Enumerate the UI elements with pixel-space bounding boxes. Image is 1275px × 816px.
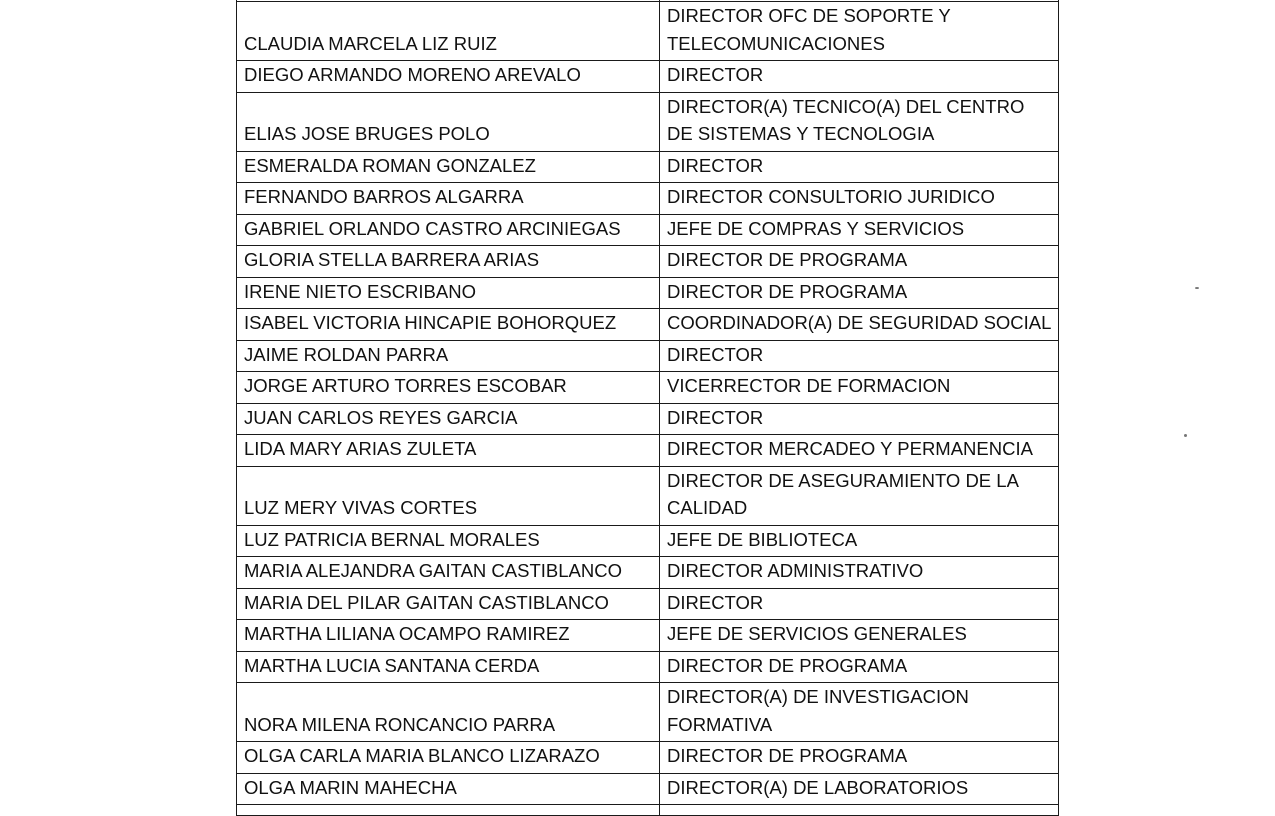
name-cell: LIDA MARY ARIAS ZULETA [237,435,660,467]
role-cell: DIRECTOR DE PROGRAMA [660,742,1059,774]
table-row [237,277,1059,309]
role-cell [660,805,1059,816]
table-row [237,340,1059,372]
name-cell: JORGE ARTURO TORRES ESCOBAR [237,372,660,404]
table-row [237,92,1059,151]
table-row [237,588,1059,620]
table-row [237,403,1059,435]
name-cell: JAIME ROLDAN PARRA [237,340,660,372]
table-row [237,620,1059,652]
role-cell: DIRECTOR DE PROGRAMA [660,277,1059,309]
table-row [237,466,1059,525]
role-cell: COORDINADOR(A) DE SEGURIDAD SOCIAL [660,309,1059,341]
role-cell: DIRECTOR CONSULTORIO JURIDICO [660,183,1059,215]
table-row [237,742,1059,774]
name-cell: OLGA MARIN MAHECHA [237,773,660,805]
role-cell: JEFE DE SERVICIOS GENERALES [660,620,1059,652]
name-cell: ESMERALDA ROMAN GONZALEZ [237,151,660,183]
staff-directory-table [236,0,1059,816]
role-cell: DIRECTOR DE PROGRAMA [660,246,1059,278]
table-row [237,2,1059,61]
table-row [237,61,1059,93]
name-cell: CLAUDIA MARCELA LIZ RUIZ [237,2,660,61]
name-cell: DIEGO ARMANDO MORENO AREVALO [237,61,660,93]
table-row [237,246,1059,278]
table-row [237,309,1059,341]
role-cell: DIRECTOR(A) TECNICO(A) DEL CENTRO DE SISTEMAS Y TECNOLOGIA [660,92,1059,151]
table-row [237,683,1059,742]
role-cell: VICERRECTOR DE FORMACION [660,372,1059,404]
name-cell: GLORIA STELLA BARRERA ARIAS [237,246,660,278]
table-row [237,525,1059,557]
name-cell: IRENE NIETO ESCRIBANO [237,277,660,309]
name-cell: MARIA ALEJANDRA GAITAN CASTIBLANCO [237,557,660,589]
name-cell: FERNANDO BARROS ALGARRA [237,183,660,215]
role-cell: DIRECTOR [660,588,1059,620]
role-cell: DIRECTOR(A) DE INVESTIGACION FORMATIVA [660,683,1059,742]
table-row [237,214,1059,246]
role-cell: DIRECTOR [660,61,1059,93]
role-cell: JEFE DE BIBLIOTECA [660,525,1059,557]
table-row [237,651,1059,683]
name-cell: OLGA CARLA MARIA BLANCO LIZARAZO [237,742,660,774]
name-cell: NORA MILENA RONCANCIO PARRA [237,683,660,742]
name-cell: ISABEL VICTORIA HINCAPIE BOHORQUEZ [237,309,660,341]
name-cell: LUZ MERY VIVAS CORTES [237,466,660,525]
role-cell: DIRECTOR(A) DE LABORATORIOS [660,773,1059,805]
table-row [237,372,1059,404]
table-row-partial-bottom [237,805,1059,816]
name-cell: ELIAS JOSE BRUGES POLO [237,92,660,151]
role-cell: DIRECTOR ADMINISTRATIVO [660,557,1059,589]
table-row [237,435,1059,467]
role-cell: DIRECTOR [660,340,1059,372]
role-cell: DIRECTOR MERCADEO Y PERMANENCIA [660,435,1059,467]
role-cell: DIRECTOR [660,403,1059,435]
name-cell: MARTHA LUCIA SANTANA CERDA [237,651,660,683]
scan-speck [1184,434,1187,437]
name-cell: MARTHA LILIANA OCAMPO RAMIREZ [237,620,660,652]
name-cell [237,805,660,816]
role-cell: JEFE DE COMPRAS Y SERVICIOS [660,214,1059,246]
table-row [237,557,1059,589]
table-row [237,183,1059,215]
role-cell: DIRECTOR [660,151,1059,183]
name-cell: LUZ PATRICIA BERNAL MORALES [237,525,660,557]
name-cell: MARIA DEL PILAR GAITAN CASTIBLANCO [237,588,660,620]
role-cell: DIRECTOR OFC DE SOPORTE Y TELECOMUNICACIONES [660,2,1059,61]
role-cell: DIRECTOR DE ASEGURAMIENTO DE LA CALIDAD [660,466,1059,525]
name-cell: GABRIEL ORLANDO CASTRO ARCINIEGAS [237,214,660,246]
scan-speck [1195,287,1199,289]
table-row [237,151,1059,183]
name-cell: JUAN CARLOS REYES GARCIA [237,403,660,435]
role-cell: DIRECTOR DE PROGRAMA [660,651,1059,683]
